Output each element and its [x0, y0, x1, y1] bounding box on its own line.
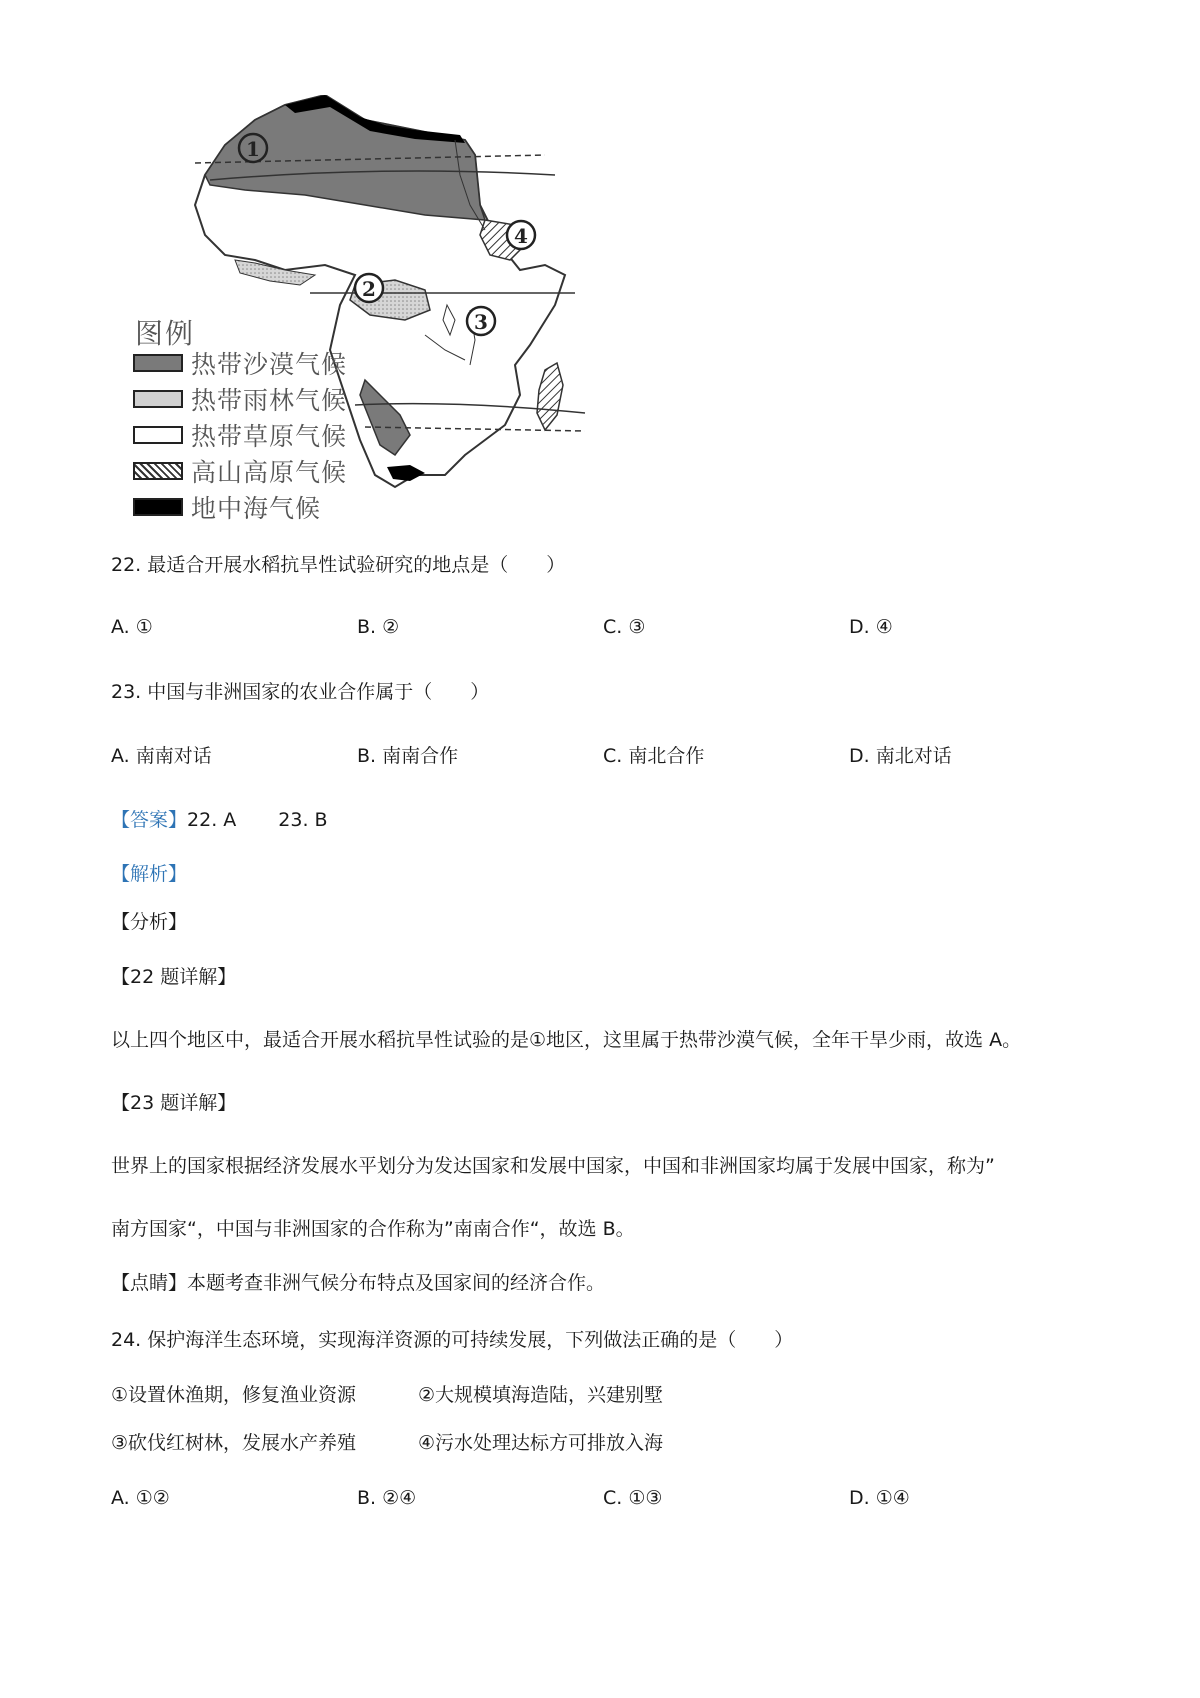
question-22-stem: 22. 最适合开展水稻抗旱性试验研究的地点是（ ） [111, 554, 566, 576]
q22-detail-heading: 【22 题详解】 [111, 966, 237, 988]
legend-item-highland [133, 456, 347, 486]
question-24-stem: 24. 保护海洋生态环境，实现海洋资源的可持续发展，下列做法正确的是（ ） [111, 1329, 794, 1351]
marker-4 [507, 221, 535, 249]
madagascar [537, 363, 563, 430]
legend-label: 热带草原气候 [191, 422, 348, 451]
q22-option-d[interactable]: D. ④ [849, 616, 893, 638]
swatch-highland [133, 462, 183, 480]
answer-label: 【答案】 [111, 809, 188, 831]
q22-option-c[interactable]: C. ③ [603, 616, 646, 638]
answer-23: 23. B [278, 809, 328, 831]
dianjing-note: 【点睛】本题考查非洲气候分布特点及国家间的经济合作。 [111, 1272, 606, 1294]
q23-detail-heading: 【23 题详解】 [111, 1092, 237, 1114]
legend-item-savanna [133, 420, 347, 450]
q23-option-c[interactable]: C. 南北合作 [603, 745, 705, 767]
q24-option-a[interactable]: A. ①② [111, 1487, 170, 1509]
q23-detail-text-1: 世界上的国家根据经济发展水平划分为发达国家和发展中国家，中国和非洲国家均属于发展中国家，称为” [111, 1155, 995, 1177]
svg-text:4: 4 [514, 224, 528, 248]
q23-option-a[interactable]: A. 南南对话 [111, 745, 212, 767]
marker-3 [467, 307, 495, 335]
swatch-mediterranean [133, 498, 183, 516]
q22-option-a[interactable]: A. ① [111, 616, 153, 638]
svg-text:3: 3 [474, 310, 488, 334]
q24-item-1: ①设置休渔期，修复渔业资源 [111, 1384, 357, 1406]
q22-option-b[interactable]: B. ② [357, 616, 400, 638]
q22-detail-text: 以上四个地区中，最适合开展水稻抗旱性试验的是①地区，这里属于热带沙漠气候，全年干旱少雨，故选 A。 [111, 1029, 1022, 1051]
q24-item-2: ②大规模填海造陆，兴建别墅 [418, 1384, 664, 1406]
q24-item-3: ③砍伐红树林，发展水产养殖 [111, 1432, 357, 1454]
q24-option-c[interactable]: C. ①③ [603, 1487, 663, 1509]
legend-item-mediterranean [133, 492, 321, 522]
marker-2 [355, 274, 383, 302]
legend-label: 高山高原气候 [191, 458, 348, 487]
q23-detail-text-2: 南方国家“，中国与非洲国家的合作称为”南南合作“，故选 B。 [111, 1218, 635, 1240]
swatch-savanna [133, 426, 183, 444]
legend-label: 地中海气候 [191, 494, 322, 523]
q24-option-d[interactable]: D. ①④ [849, 1487, 910, 1509]
q24-item-4: ④污水处理达标方可排放入海 [418, 1432, 664, 1454]
q23-option-b[interactable]: B. 南南合作 [357, 745, 459, 767]
legend-item-rainforest [133, 384, 347, 414]
svg-text:1: 1 [246, 137, 260, 161]
svg-text:2: 2 [362, 277, 376, 301]
q24-option-b[interactable]: B. ②④ [357, 1487, 417, 1509]
answer-22: 22. A [187, 809, 237, 831]
legend-item-desert [133, 348, 347, 378]
fenxi-heading: 【分析】 [111, 911, 188, 933]
q23-option-d[interactable]: D. 南北对话 [849, 745, 952, 767]
swatch-desert [133, 354, 183, 372]
question-23-stem: 23. 中国与非洲国家的农业合作属于（ ） [111, 681, 490, 703]
legend-label: 热带雨林气候 [191, 386, 348, 415]
analysis-label: 【解析】 [111, 863, 188, 885]
swatch-rainforest [133, 390, 183, 408]
answer-line [111, 808, 328, 832]
legend-label: 热带沙漠气候 [191, 350, 348, 379]
legend-title: 图例 [135, 317, 196, 350]
